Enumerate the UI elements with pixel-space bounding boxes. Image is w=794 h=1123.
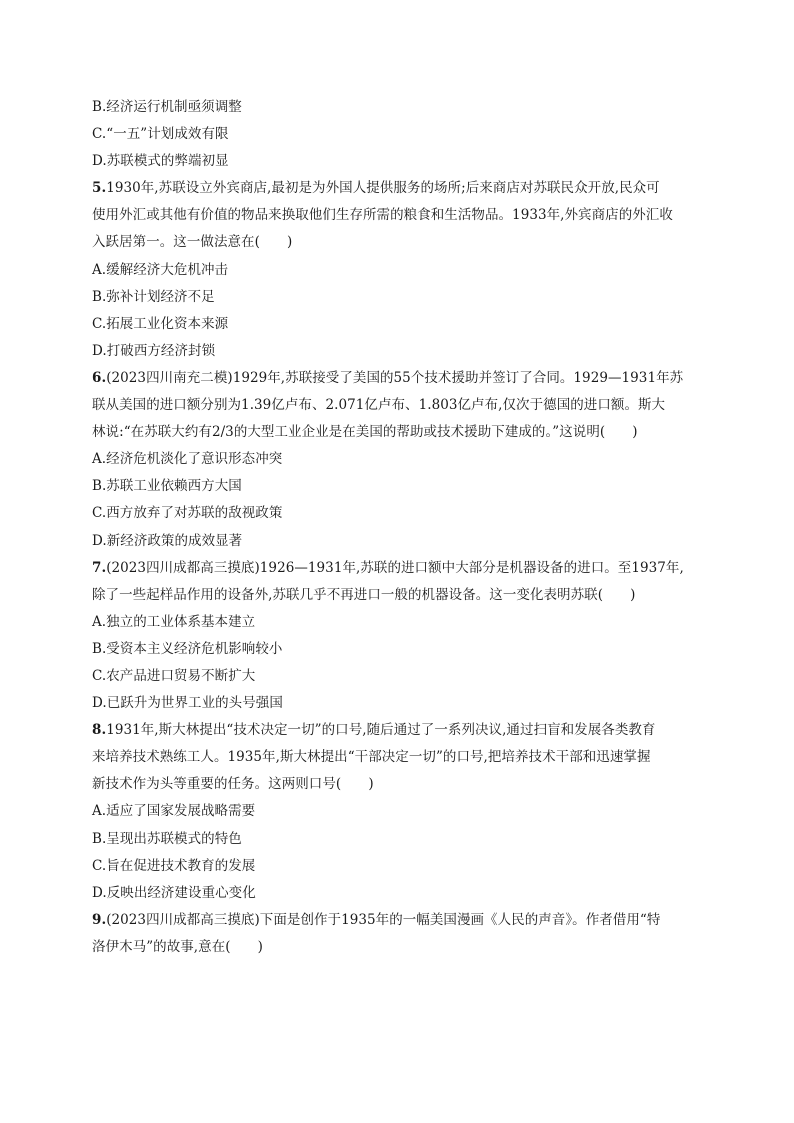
line-text: 使用外汇或其他有价值的物品来换取他们生存所需的粮食和生活物品。1933年,外宾商店的外汇收 xyxy=(92,207,673,224)
text-line xyxy=(92,609,712,636)
line-text: 除了一些起样品作用的设备外,苏联几乎不再进口一般的机器设备。这一变化表明苏联( ) xyxy=(92,586,636,603)
line-text: (2023四川成都高三摸底)下面是创作于1935年的一幅美国漫画《人民的声音》。作者借用“特 xyxy=(106,911,661,928)
line-text: C.拓展工业化资本来源 xyxy=(92,315,229,332)
text-line xyxy=(92,419,712,446)
text-line xyxy=(92,582,712,609)
line-text: C.西方放弃了对苏联的敌视政策 xyxy=(92,505,283,522)
line-text: D.反映出经济建设重心变化 xyxy=(92,884,256,901)
text-line xyxy=(92,338,712,365)
line-text: 联从美国的进口额分别为1.39亿卢布、2.071亿卢布、1.803亿卢布,仅次于德国的进口额。斯大 xyxy=(92,397,666,414)
line-text: D.打破西方经济封锁 xyxy=(92,342,216,359)
question-number: 5. xyxy=(92,180,107,197)
line-text: A.缓解经济大危机冲击 xyxy=(92,261,229,278)
line-text: B.经济运行机制亟须调整 xyxy=(92,99,242,115)
text-line xyxy=(92,257,712,284)
question-number: 8. xyxy=(92,722,107,739)
text-line xyxy=(92,121,712,148)
text-line xyxy=(92,446,712,473)
line-text: D.新经济政策的成效显著 xyxy=(92,532,243,549)
text-line xyxy=(92,636,712,663)
text-line xyxy=(92,311,712,338)
text-line xyxy=(92,229,712,256)
line-text: 1931年,斯大林提出“技术决定一切”的口号,随后通过了一系列决议,通过扫盲和发展各类教育 xyxy=(106,722,656,739)
question-number: 7. xyxy=(92,559,107,576)
line-text: D.已跃升为世界工业的头号强国 xyxy=(92,695,283,712)
text-line xyxy=(92,148,712,175)
line-text: (2023四川南充二模)1929年,苏联接受了美国的55个技术援助并签订了合同。1929—1931年苏 xyxy=(106,369,684,386)
line-text: B.呈现出苏联模式的特色 xyxy=(92,830,242,847)
text-line xyxy=(92,826,712,853)
text-line xyxy=(92,500,712,527)
line-text: 林说:“在苏联大约有2/3的大型工业企业是在美国的帮助或技术援助下建成的。”这说明( ) xyxy=(92,424,638,441)
document-page xyxy=(92,94,712,961)
text-line xyxy=(92,555,712,582)
line-text: D.苏联模式的弊端初显 xyxy=(92,153,229,170)
text-line xyxy=(92,94,712,121)
text-line xyxy=(92,284,712,311)
line-text: C.农产品进口贸易不断扩大 xyxy=(92,667,256,684)
line-text: C.“一五”计划成效有限 xyxy=(92,126,229,143)
line-text: B.受资本主义经济危机影响较小 xyxy=(92,640,283,657)
text-line xyxy=(92,744,712,771)
line-text: B.苏联工业依赖西方大国 xyxy=(92,478,242,495)
text-line xyxy=(92,880,712,907)
text-line xyxy=(92,717,712,744)
line-text: C.旨在促进技术教育的发展 xyxy=(92,857,256,874)
line-text: A.独立的工业体系基本建立 xyxy=(92,613,256,630)
line-text: B.弥补计划经济不足 xyxy=(92,288,215,305)
text-line xyxy=(92,907,712,934)
line-text: 洛伊木马”的故事,意在( ) xyxy=(92,938,263,955)
line-text: A.经济危机淡化了意识形态冲突 xyxy=(92,451,283,468)
text-line xyxy=(92,934,712,961)
question-number: 6. xyxy=(92,369,107,386)
line-text: 来培养技术熟练工人。1935年,斯大林提出“干部决定一切”的口号,把培养技术干部和迅速掌握 xyxy=(92,749,651,766)
text-line xyxy=(92,853,712,880)
text-line xyxy=(92,663,712,690)
line-text: 1930年,苏联设立外宾商店,最初是为外国人提供服务的场所;后来商店对苏联民众开放,民众可 xyxy=(106,180,660,197)
text-line xyxy=(92,365,712,392)
line-text: (2023四川成都高三摸底)1926—1931年,苏联的进口额中大部分是机器设备的进口。至1937年, xyxy=(106,559,684,576)
question-number: 9. xyxy=(92,911,107,928)
text-line xyxy=(92,392,712,419)
text-line xyxy=(92,798,712,825)
line-text: 新技术作为头等重要的任务。这两则口号( ) xyxy=(92,776,374,793)
text-line xyxy=(92,771,712,798)
text-line xyxy=(92,473,712,500)
text-line xyxy=(92,175,712,202)
text-line xyxy=(92,528,712,555)
line-text: 入跃居第一。这一做法意在( ) xyxy=(92,234,293,251)
text-line xyxy=(92,690,712,717)
text-line xyxy=(92,202,712,229)
line-text: A.适应了国家发展战略需要 xyxy=(92,803,256,820)
